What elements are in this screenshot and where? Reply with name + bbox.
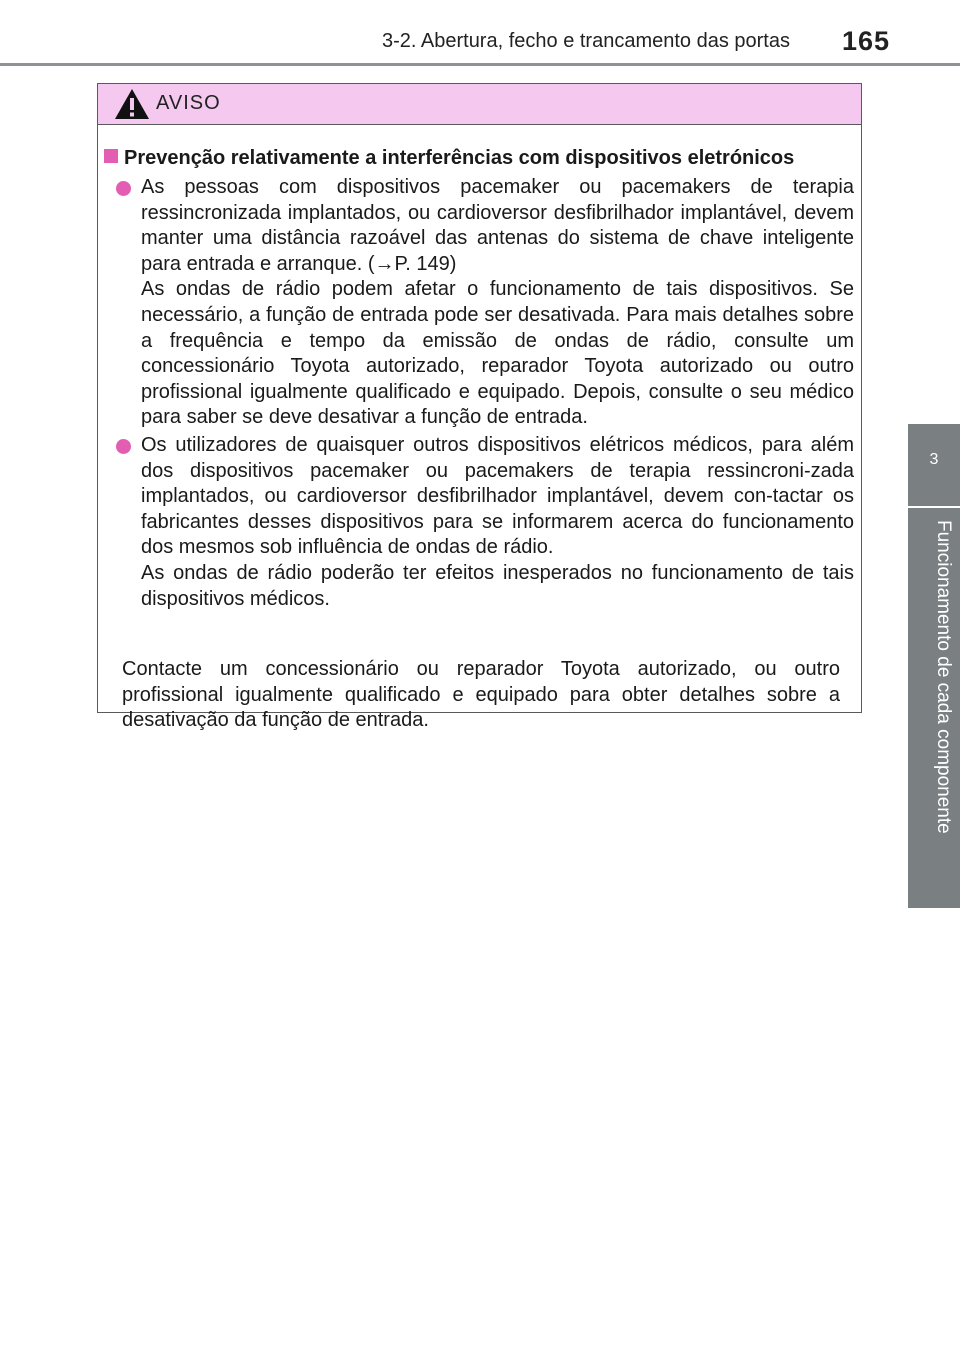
bullet-dot-icon	[116, 181, 131, 196]
chapter-label: Funcionamento de cada componente	[933, 520, 954, 834]
warning-title: AVISO	[156, 92, 221, 114]
page-number: 165	[841, 26, 890, 56]
chapter-tab	[908, 508, 960, 908]
warning-box	[97, 83, 862, 732]
list-item	[108, 433, 854, 612]
list-item	[108, 175, 854, 431]
header-rule	[0, 63, 960, 66]
bullet-paragraph: As pessoas com dispositivos pacemaker ou pacemakers de terapia ressincronizada implantados, ou cardioversor desfibrilhador implantável, devem manter uma distância razoável das antenas do sistema de chave inteligente para entrada e arranque. (→P. 149)	[141, 176, 854, 275]
bullet-paragraph: As ondas de rádio poderão ter efeitos inesperados no funcionamento de tais dispositivos médicos.	[141, 561, 854, 610]
topic-heading-text: Prevenção relativamente a interferências com dispositivos eletrónicos	[124, 147, 795, 169]
closing-paragraph: Contacte um concessionário ou reparador Toyota autorizado, ou outro profissional igualmente qualificado e equipado para obter detalhes sobre a desativação da função de entrada.	[122, 658, 840, 732]
page-header	[0, 0, 960, 66]
section-title: 3-2. Abertura, fecho e trancamento das portas	[381, 30, 790, 52]
bullet-dot-icon	[116, 439, 131, 454]
bullet-paragraph: As ondas de rádio podem afetar o funcionamento de tais dispositivos. Se necessário, a função de entrada pode ser desativada. Para mais detalhes sobre a frequência e tempo da emissão de ondas de rádio, consulte um concessionário Toyota autorizado, reparador Toyota autorizado ou outro profissional igualmente qualificado e equipado. Depois, consulte o seu médico para saber se deve desativar a função de entrada.	[141, 278, 854, 429]
topic-heading	[104, 145, 856, 171]
bullet-paragraph: Os utilizadores de quaisquer outros dispositivos elétricos médicos, para além dos dispositivos pacemaker ou pacemakers de terapia ressincroni-zada implantados, ou cardioversor desfibrilhador implantável, devem con-tactar os fabricantes desses dispositivos para se informarem acerca do funcionamento dos mesmos sob influência de ondas de rádio.	[141, 434, 854, 559]
warning-header	[98, 84, 861, 125]
chapter-number-tab: 3	[908, 424, 960, 506]
square-bullet-icon	[104, 149, 118, 163]
warning-triangle-icon	[114, 88, 150, 120]
